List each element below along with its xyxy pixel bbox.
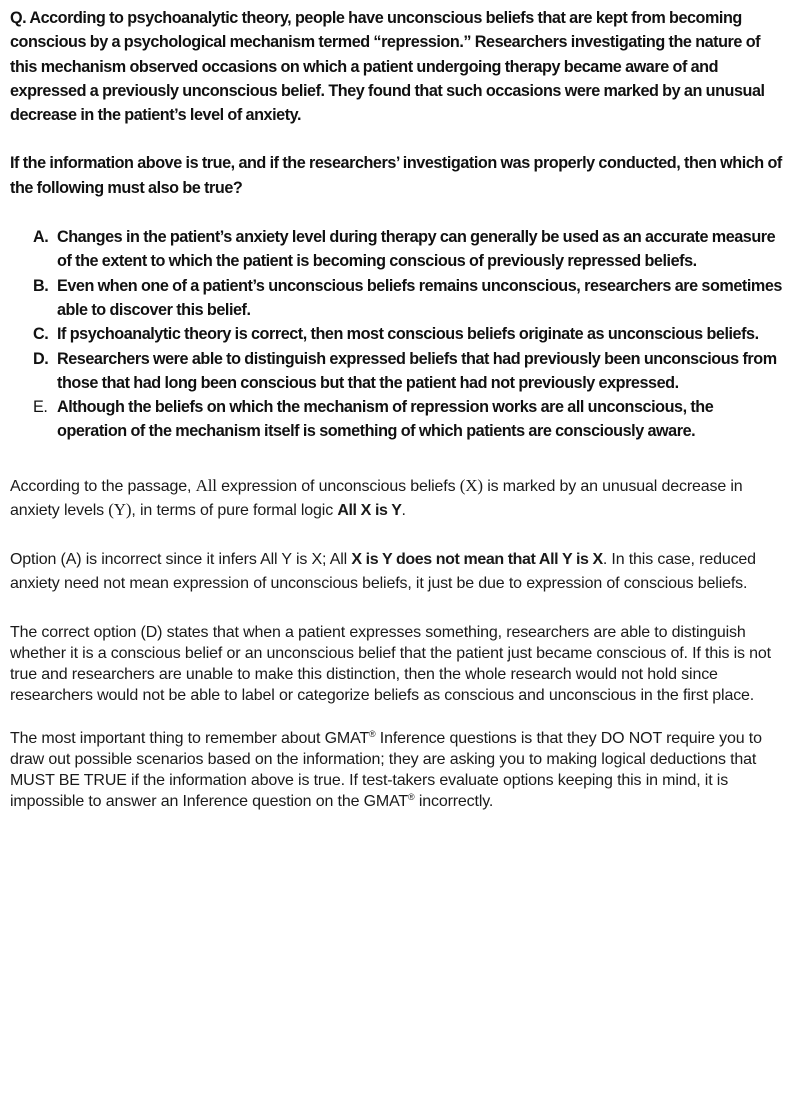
text-run: Inference questions is that they DO NOT require you to draw out possible scenarios based on the information; they are asking you to making logical deductions that MUST BE TRUE if the information above is true. If test-takers evaluate options keeping this in mind, it is impossible to answer an Inference question on the GMAT [10, 729, 762, 810]
option-b [10, 274, 785, 323]
option-a [10, 225, 785, 274]
option-letter: E. [33, 398, 48, 417]
registered-mark: ® [369, 728, 376, 739]
text-run: . In this case, reduced anxiety need not mean expression of unconscious beliefs, it just be due to expression of conscious beliefs. [10, 550, 756, 592]
option-d [10, 347, 785, 396]
option-text: Even when one of a patient’s unconscious beliefs remains unconscious, researchers are sometimes able to discover this belief. [57, 276, 782, 319]
option-letter: A. [33, 228, 49, 247]
question-stem: Q. According to psychoanalytic theory, people have unconscious beliefs that are kept from becoming conscious by a psychological mechanism termed “repression.” Researchers investigating the nature of this mechanism observed occasions on which a patient undergoing therapy became aware of and expressed a previously unconscious belief. They found that such occasions were marked by an unusual decrease in the patient’s level of anxiety. [10, 9, 765, 125]
document-page [10, 6, 785, 812]
option-e [10, 395, 785, 444]
text-run: incorrectly. [414, 792, 494, 810]
text-run: According to the passage, [10, 477, 196, 495]
text-run: . [401, 501, 406, 519]
option-text: If psychoanalytic theory is correct, then most conscious beliefs originate as unconscious beliefs. [57, 325, 759, 344]
explanation-section [10, 474, 785, 812]
bold-run: All X is Y [337, 501, 402, 519]
text-run: expression of unconscious beliefs [216, 477, 460, 495]
option-text: Researchers were able to distinguish expressed beliefs that had previously been unconscious from those that had long been conscious but that the patient had not previously expressed. [57, 349, 777, 392]
option-text: Changes in the patient’s anxiety level during therapy can generally be used as an accurate measure of the extent to which the patient is becoming conscious of previously repressed beliefs. [57, 228, 776, 271]
registered-mark: ® [408, 791, 415, 802]
explanation-paragraph-logic [10, 474, 785, 522]
text-run: The most important thing to remember about GMAT [10, 729, 370, 747]
text-run: is marked by an unusual decrease in anxiety levels [10, 477, 743, 519]
question-prompt: If the information above is true, and if the researchers’ investigation was properly conducted, then which of the following must also be true? [10, 154, 782, 197]
serif-run: (Y) [108, 499, 132, 519]
explanation-paragraph-option-a [10, 548, 785, 596]
explanation-paragraph-takeaway [10, 728, 785, 812]
answer-options [10, 225, 785, 444]
option-letter: C. [33, 325, 49, 344]
explanation-paragraph-option-d: The correct option (D) states that when a patient expresses something, researchers are able to distinguish whether it is a conscious belief or an unconscious belief that the patient just became conscious of. If this is not true and researchers are unable to make this distinction, then the whole research would not hold since researchers would not be able to label or categorize beliefs as conscious and unconscious in the first place. [10, 623, 771, 704]
text-run: , in terms of pure formal logic [131, 501, 338, 519]
question-section [10, 6, 785, 444]
option-text: Although the beliefs on which the mechanism of repression works are all unconscious, the operation of the mechanism itself is something of which patients are consciously aware. [57, 398, 714, 441]
serif-run: All [195, 475, 217, 495]
text-run: Option (A) is incorrect since it infers All Y is X; All [10, 550, 352, 568]
serif-run: (X) [459, 475, 483, 495]
option-c [10, 322, 785, 346]
option-letter: D. [33, 349, 49, 368]
bold-run: X is Y does not mean that All Y is X [351, 550, 603, 568]
option-letter: B. [33, 276, 49, 295]
